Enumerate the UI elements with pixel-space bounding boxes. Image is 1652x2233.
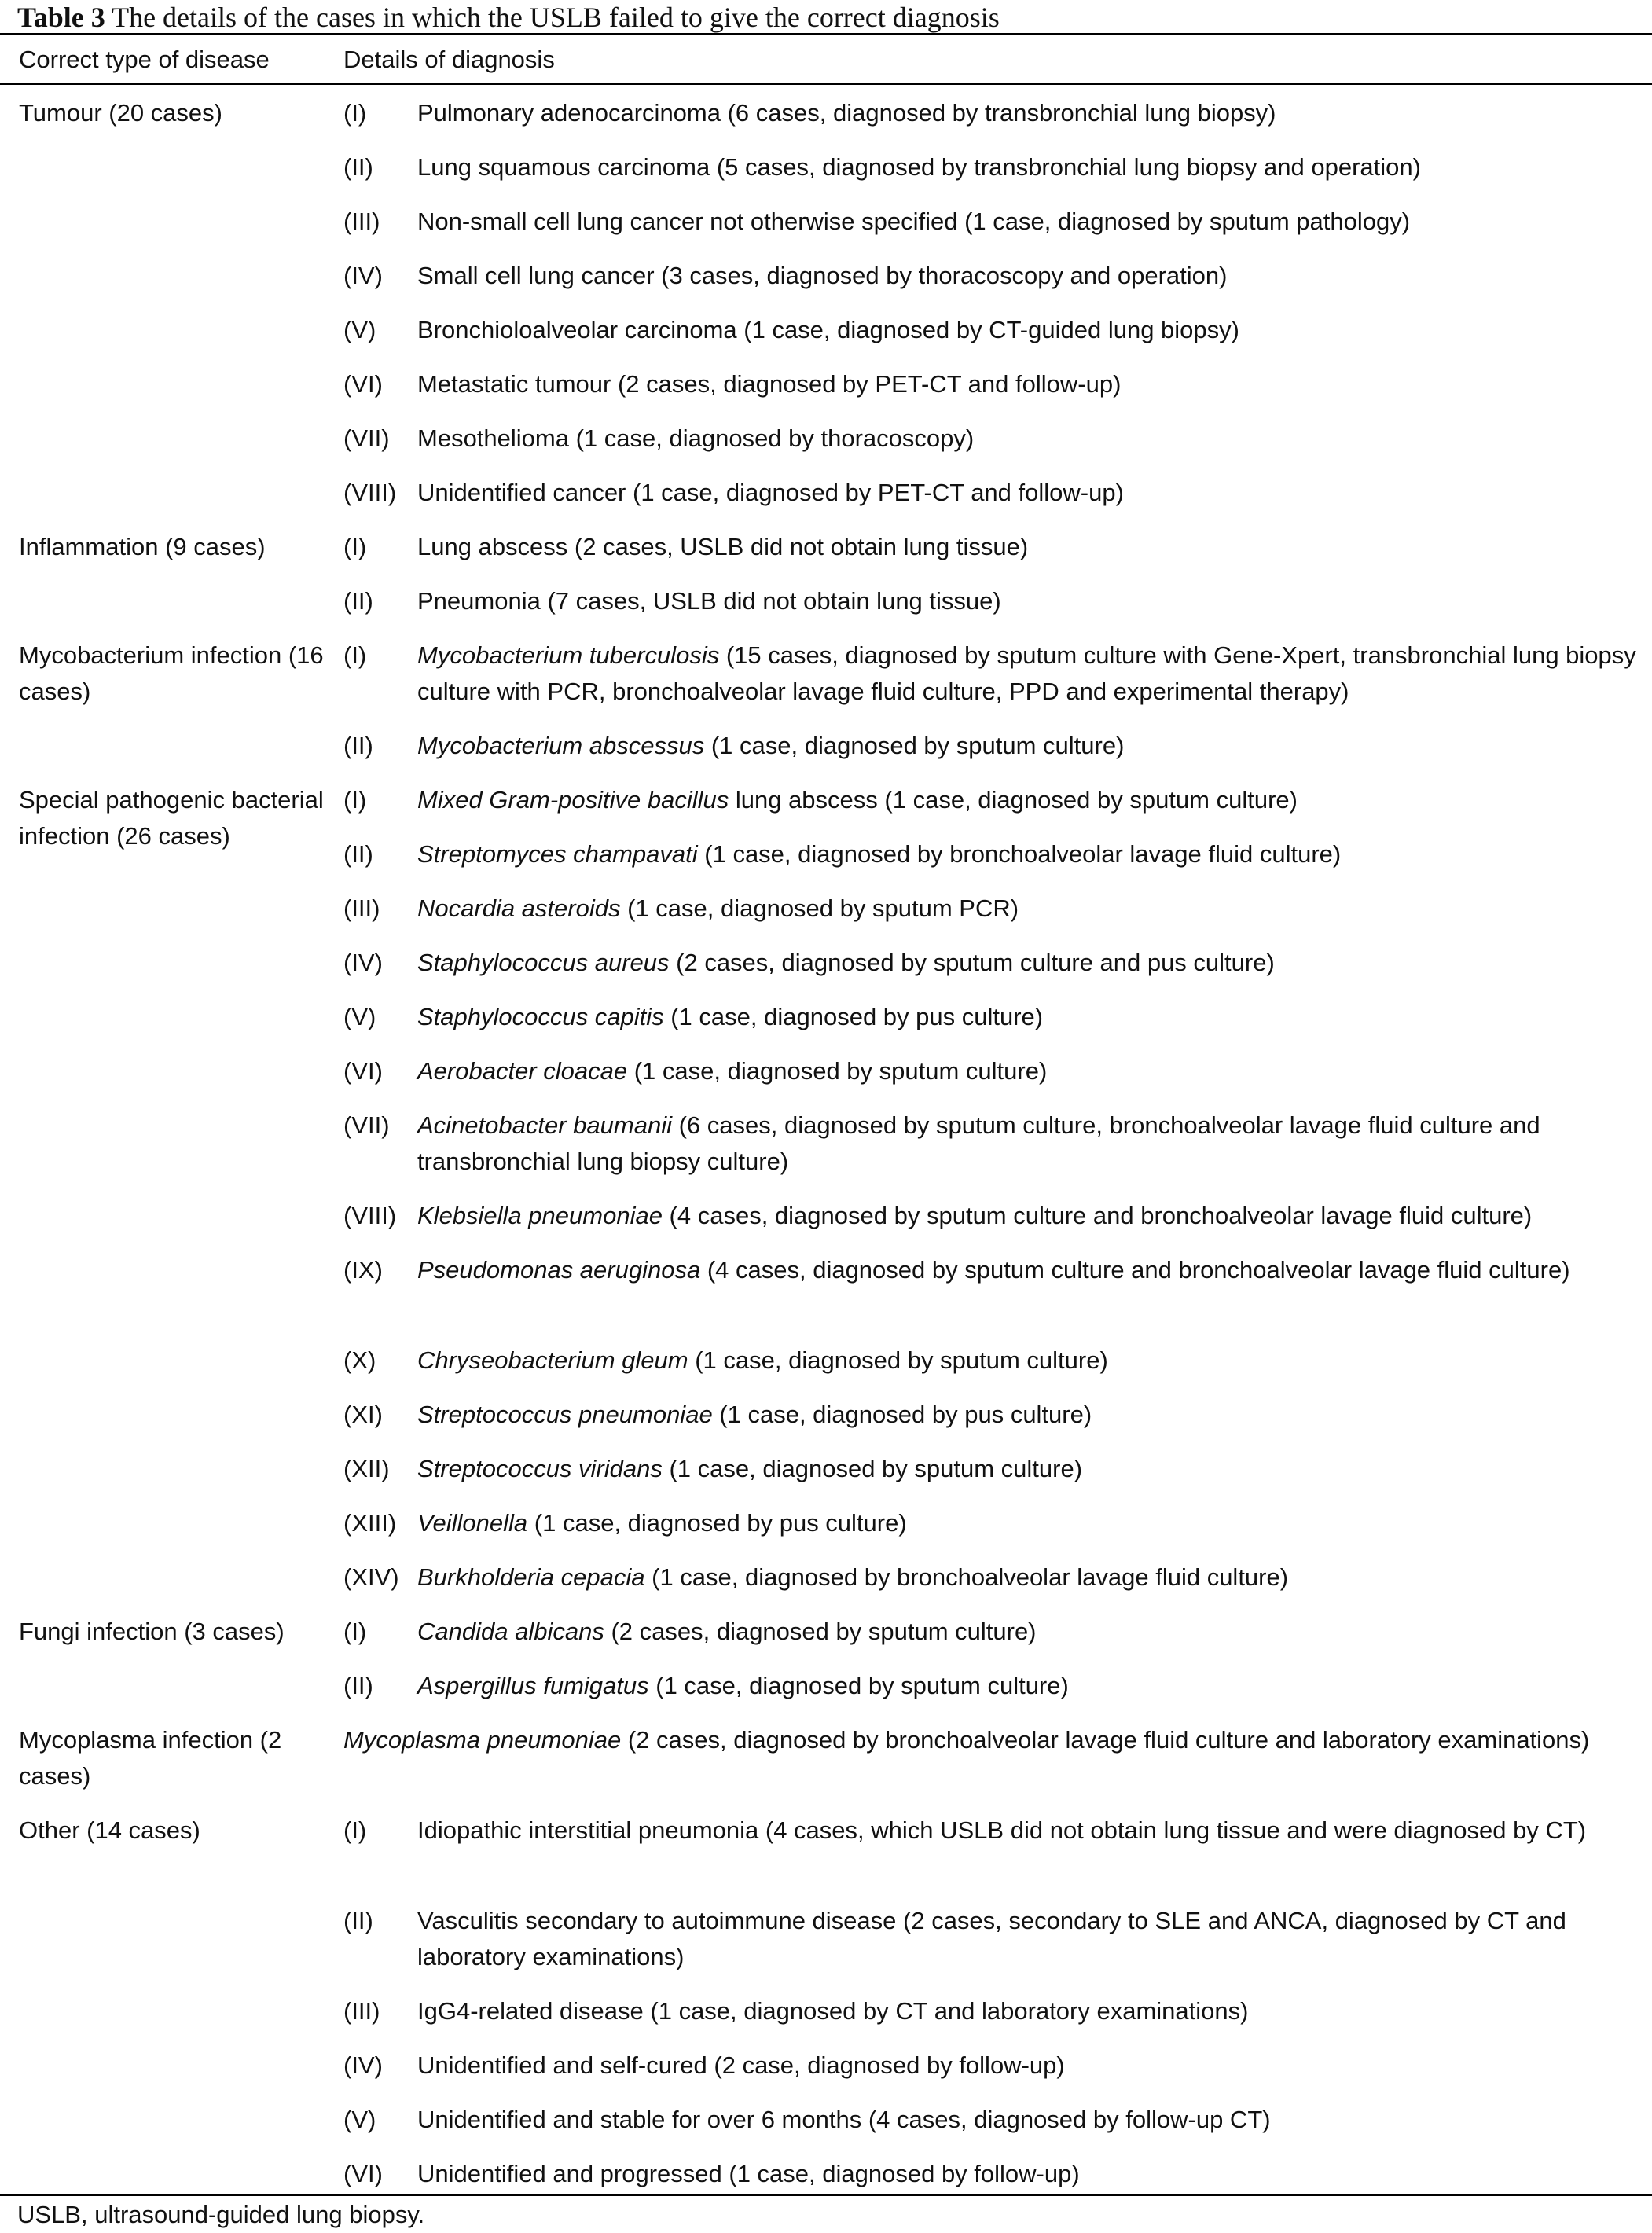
item-number: (II) <box>343 587 373 615</box>
diagnosis-detail-cell <box>343 1722 1642 1758</box>
diagnosis-text: Lung abscess (2 cases, USLB did not obtain lung tissue) <box>417 533 1029 560</box>
item-number: (I) <box>343 1816 367 1844</box>
diagnosis-text: (1 case, diagnosed by sputum culture) <box>627 1057 1048 1085</box>
table-footnote: USLB, ultrasound-guided lung biopsy. <box>17 2201 425 2228</box>
diagnosis-detail-cell <box>417 312 1642 348</box>
diagnosis-detail-cell <box>417 1614 1642 1650</box>
diagnosis-detail-cell <box>417 583 1642 619</box>
diagnosis-detail-cell <box>417 1397 1642 1433</box>
diagnosis-text: (15 cases, diagnosed by sputum culture with Gene-Xpert, transbronchial lung biopsy culture with PCR, bronchoalveolar lavage fluid culture, PPD and experimental therapy) <box>417 641 1636 705</box>
item-number: (V) <box>343 1003 376 1030</box>
disease-type-cell: Inflammation (9 cases) <box>19 533 266 560</box>
diagnosis-detail-cell <box>417 1812 1642 1849</box>
organism-name: Staphylococcus aureus <box>417 949 670 976</box>
header-diagnosis-details: Details of diagnosis <box>343 46 555 73</box>
diagnosis-text: (2 cases, diagnosed by bronchoalveolar lavage fluid culture and laboratory examinations) <box>621 1726 1590 1754</box>
item-number: (IV) <box>343 949 383 976</box>
item-number: (I) <box>343 1618 367 1645</box>
diagnosis-detail-cell <box>417 782 1642 818</box>
item-number: (VI) <box>343 1057 383 1085</box>
organism-name: Streptomyces champavati <box>417 840 698 868</box>
diagnosis-text: Small cell lung cancer (3 cases, diagnosed by thoracoscopy and operation) <box>417 262 1228 289</box>
diagnosis-detail-cell <box>417 1451 1642 1487</box>
item-number: (IV) <box>343 262 383 289</box>
diagnosis-text: (6 cases, diagnosed by sputum culture, bronchoalveolar lavage fluid culture and transbronchial lung biopsy culture) <box>417 1111 1540 1175</box>
diagnosis-detail-cell <box>417 475 1642 511</box>
item-number: (IX) <box>343 1256 383 1284</box>
diagnosis-text: (1 case, diagnosed by pus culture) <box>712 1401 1092 1428</box>
table-label: Table 3 <box>17 2 105 33</box>
item-number: (VIII) <box>343 1202 397 1229</box>
diagnosis-detail-cell <box>417 258 1642 294</box>
diagnosis-detail-cell <box>417 366 1642 402</box>
diagnosis-detail-cell <box>417 836 1642 872</box>
disease-type-cell: Tumour (20 cases) <box>19 99 222 127</box>
diagnosis-detail-cell <box>417 891 1642 927</box>
item-number: (II) <box>343 1672 373 1699</box>
disease-type-cell: Mycobacterium infection (16 cases) <box>19 641 324 705</box>
diagnosis-text: IgG4-related disease (1 case, diagnosed by CT and laboratory examinations) <box>417 1997 1249 2025</box>
diagnosis-detail-cell <box>417 999 1642 1035</box>
organism-name: Burkholderia cepacia <box>417 1563 645 1591</box>
diagnosis-detail-cell <box>417 637 1642 710</box>
diagnosis-detail-cell <box>417 204 1642 240</box>
organism-name: Veillonella <box>417 1509 528 1537</box>
item-number: (III) <box>343 1997 380 2025</box>
diagnosis-text: Idiopathic interstitial pneumonia (4 cases, which USLB did not obtain lung tissue and were diagnosed by CT) <box>417 1816 1587 1844</box>
item-number: (III) <box>343 208 380 235</box>
header-rule <box>0 83 1652 85</box>
organism-name: Pseudomonas aeruginosa <box>417 1256 701 1284</box>
diagnosis-text: Non-small cell lung cancer not otherwise specified (1 case, diagnosed by sputum pathology) <box>417 208 1411 235</box>
table-caption <box>17 0 1636 35</box>
diagnosis-text: Mesothelioma (1 case, diagnosed by thoracoscopy) <box>417 424 975 452</box>
item-number: (IV) <box>343 2051 383 2079</box>
diagnosis-text: (4 cases, diagnosed by sputum culture and bronchoalveolar lavage fluid culture) <box>700 1256 1570 1284</box>
diagnosis-text: Unidentified and stable for over 6 months (4 cases, diagnosed by follow-up CT) <box>417 2106 1271 2133</box>
diagnosis-text: Pulmonary adenocarcinoma (6 cases, diagnosed by transbronchial lung biopsy) <box>417 99 1276 127</box>
item-number: (X) <box>343 1346 376 1374</box>
item-number: (I) <box>343 533 367 560</box>
diagnosis-detail-cell <box>417 1668 1642 1704</box>
disease-type-cell: Other (14 cases) <box>19 1816 200 1844</box>
organism-name: Staphylococcus capitis <box>417 1003 664 1030</box>
item-number: (II) <box>343 153 373 181</box>
diagnosis-text: (1 case, diagnosed by sputum culture) <box>662 1455 1083 1482</box>
item-number: (I) <box>343 786 367 814</box>
diagnosis-text: (2 cases, diagnosed by sputum culture and pus culture) <box>669 949 1275 976</box>
diagnosis-detail-cell <box>417 1053 1642 1089</box>
item-number: (I) <box>343 99 367 127</box>
item-number: (XI) <box>343 1401 383 1428</box>
item-number: (I) <box>343 641 367 669</box>
organism-name: Streptococcus viridans <box>417 1455 663 1482</box>
item-number: (V) <box>343 316 376 343</box>
item-number: (II) <box>343 732 373 759</box>
diagnosis-text: Vasculitis secondary to autoimmune disease (2 cases, secondary to SLE and ANCA, diagnosed by CT and laboratory examinations) <box>417 1907 1566 1970</box>
organism-name: Streptococcus pneumoniae <box>417 1401 713 1428</box>
diagnosis-detail-cell <box>417 1107 1642 1180</box>
diagnosis-text: (1 case, diagnosed by pus culture) <box>527 1509 907 1537</box>
organism-name: Candida albicans <box>417 1618 604 1645</box>
organism-name: Mycobacterium tuberculosis <box>417 641 720 669</box>
diagnosis-detail-cell <box>417 149 1642 185</box>
table-title: The details of the cases in which the USLB failed to give the correct diagnosis <box>112 2 1000 33</box>
item-number: (XII) <box>343 1455 390 1482</box>
diagnosis-text: Metastatic tumour (2 cases, diagnosed by PET-CT and follow-up) <box>417 370 1122 398</box>
diagnosis-detail-cell <box>417 2102 1642 2138</box>
organism-name: Mixed Gram-positive bacillus <box>417 786 729 814</box>
diagnosis-text: (1 case, diagnosed by bronchoalveolar lavage fluid culture) <box>644 1563 1289 1591</box>
item-number: (VIII) <box>343 479 397 506</box>
diagnosis-detail-cell <box>417 421 1642 457</box>
diagnosis-text: (1 case, diagnosed by pus culture) <box>663 1003 1044 1030</box>
diagnosis-detail-cell <box>417 529 1642 565</box>
item-number: (XIII) <box>343 1509 397 1537</box>
diagnosis-detail-cell <box>417 1903 1642 1975</box>
organism-name: Mycobacterium abscessus <box>417 732 705 759</box>
item-number: (II) <box>343 1907 373 1934</box>
item-number: (VII) <box>343 424 390 452</box>
organism-name: Acinetobacter baumanii <box>417 1111 672 1139</box>
diagnosis-detail-cell <box>417 1342 1642 1379</box>
organism-name: Mycoplasma pneumoniae <box>343 1726 622 1754</box>
diagnosis-text: Lung squamous carcinoma (5 cases, diagnosed by transbronchial lung biopsy and operation) <box>417 153 1421 181</box>
disease-type-cell: Fungi infection (3 cases) <box>19 1618 285 1645</box>
top-rule <box>0 33 1652 35</box>
diagnosis-text: (1 case, diagnosed by sputum culture) <box>704 732 1125 759</box>
diagnosis-detail-cell <box>417 945 1642 981</box>
diagnosis-detail-cell <box>417 2048 1642 2084</box>
bottom-rule <box>0 2194 1652 2196</box>
organism-name: Klebsiella pneumoniae <box>417 1202 663 1229</box>
item-number: (VI) <box>343 2160 383 2187</box>
diagnosis-text: (2 cases, diagnosed by sputum culture) <box>604 1618 1037 1645</box>
diagnosis-text: Bronchioloalveolar carcinoma (1 case, diagnosed by CT-guided lung biopsy) <box>417 316 1239 343</box>
diagnosis-text: Pneumonia (7 cases, USLB did not obtain lung tissue) <box>417 587 1001 615</box>
diagnosis-text: Unidentified and self-cured (2 case, diagnosed by follow-up) <box>417 2051 1065 2079</box>
diagnosis-detail-cell <box>417 728 1642 764</box>
diagnosis-detail-cell <box>417 1559 1642 1596</box>
diagnosis-detail-cell <box>417 1505 1642 1541</box>
organism-name: Aspergillus fumigatus <box>417 1672 649 1699</box>
item-number: (V) <box>343 2106 376 2133</box>
diagnosis-detail-cell <box>417 1198 1642 1234</box>
item-number: (XIV) <box>343 1563 399 1591</box>
item-number: (II) <box>343 840 373 868</box>
diagnosis-text: Unidentified cancer (1 case, diagnosed by PET-CT and follow-up) <box>417 479 1124 506</box>
diagnosis-detail-cell <box>417 1993 1642 2029</box>
header-disease-type: Correct type of disease <box>19 46 270 73</box>
organism-name: Nocardia asteroids <box>417 894 621 922</box>
disease-type-cell: Mycoplasma infection (2 cases) <box>19 1726 282 1790</box>
organism-name: Aerobacter cloacae <box>417 1057 628 1085</box>
diagnosis-text: Unidentified and progressed (1 case, diagnosed by follow-up) <box>417 2160 1080 2187</box>
diagnosis-detail-cell <box>417 95 1642 131</box>
diagnosis-text: (1 case, diagnosed by bronchoalveolar lavage fluid culture) <box>697 840 1342 868</box>
diagnosis-text: (1 case, diagnosed by sputum culture) <box>648 1672 1069 1699</box>
diagnosis-text: lung abscess (1 case, diagnosed by sputum culture) <box>729 786 1298 814</box>
diagnosis-detail-cell <box>417 2156 1642 2192</box>
diagnosis-detail-cell <box>417 1252 1642 1288</box>
item-number: (VI) <box>343 370 383 398</box>
diagnosis-text: (4 cases, diagnosed by sputum culture and bronchoalveolar lavage fluid culture) <box>662 1202 1533 1229</box>
item-number: (VII) <box>343 1111 390 1139</box>
organism-name: Chryseobacterium gleum <box>417 1346 688 1374</box>
diagnosis-text: (1 case, diagnosed by sputum culture) <box>688 1346 1108 1374</box>
item-number: (III) <box>343 894 380 922</box>
diagnosis-text: (1 case, diagnosed by sputum PCR) <box>620 894 1019 922</box>
disease-type-cell: Special pathogenic bacterial infection (26 cases) <box>19 786 324 850</box>
